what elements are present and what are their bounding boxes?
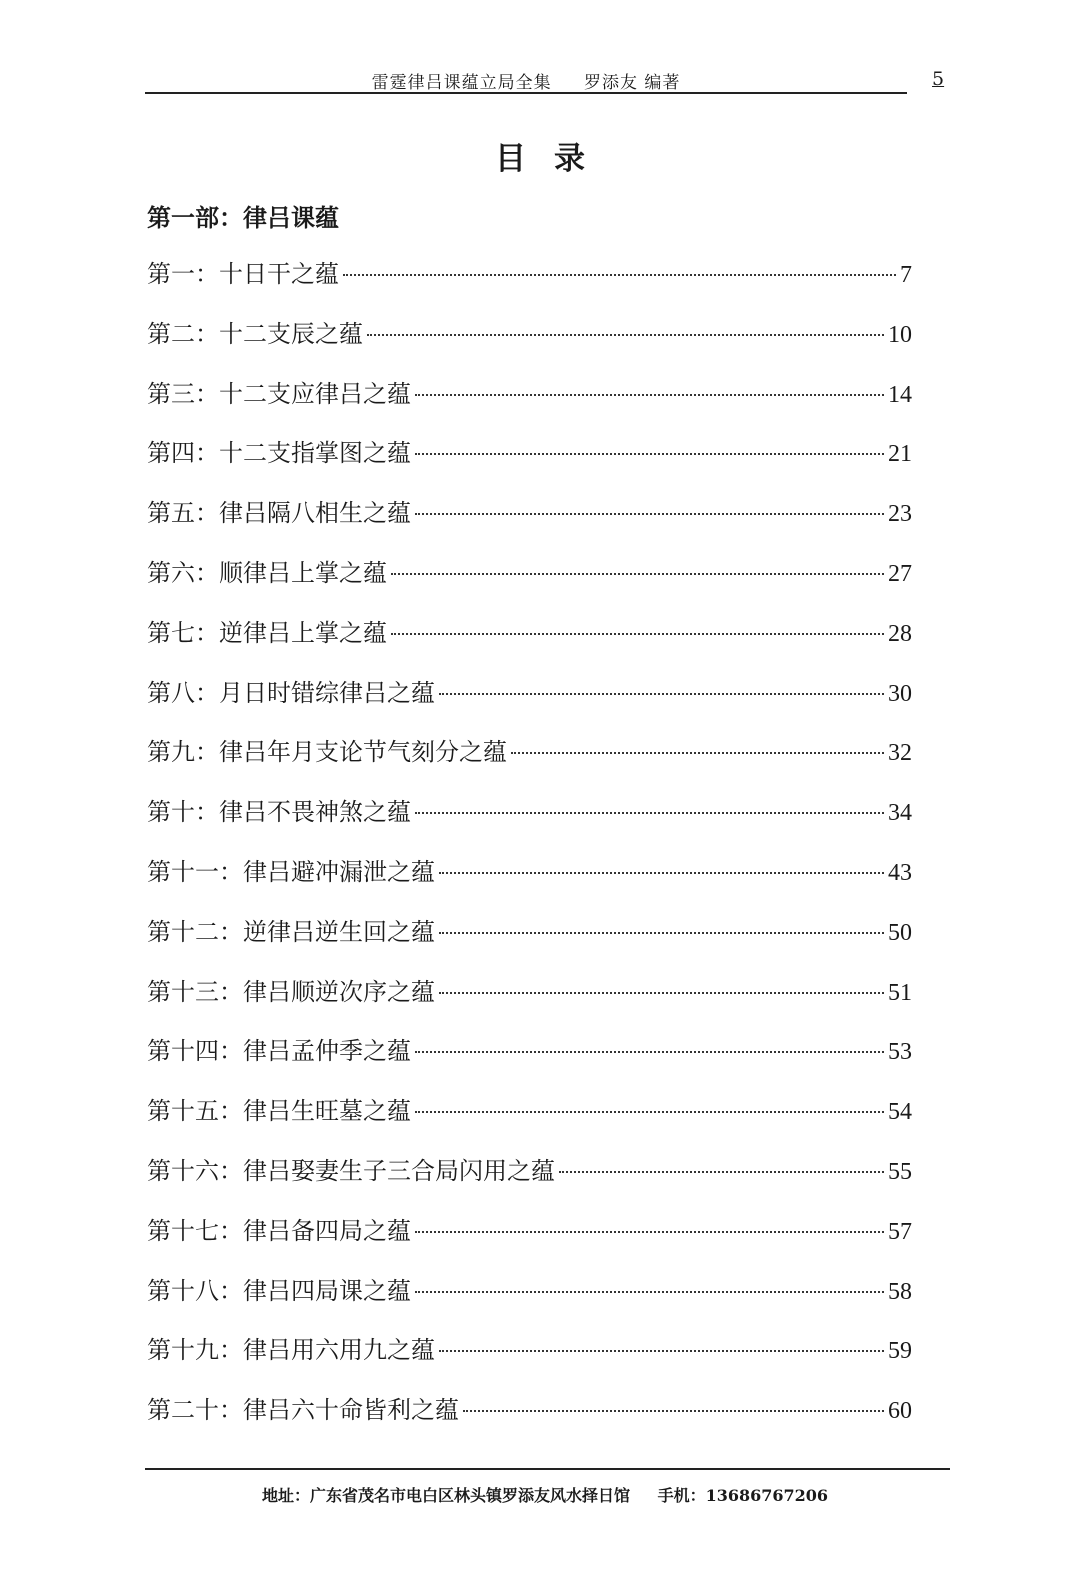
entry-number: 第九： bbox=[147, 738, 219, 767]
toc-entry[interactable] bbox=[147, 1211, 912, 1271]
dot-leader bbox=[439, 693, 884, 695]
entry-page: 34 bbox=[888, 800, 912, 827]
entry-page: 23 bbox=[888, 501, 912, 528]
entry-title: 律吕四局课之蕴 bbox=[243, 1276, 411, 1305]
dot-leader bbox=[511, 752, 884, 754]
dot-leader bbox=[415, 513, 884, 515]
entry-number: 第五： bbox=[147, 499, 219, 528]
entry-page: 30 bbox=[888, 680, 912, 707]
entry-page: 27 bbox=[888, 560, 912, 587]
part-title: 第一部：律吕课蕴 bbox=[147, 203, 339, 232]
entry-page: 10 bbox=[888, 321, 912, 348]
entry-page: 60 bbox=[888, 1398, 912, 1425]
toc-entry[interactable] bbox=[147, 1091, 912, 1151]
dot-leader bbox=[415, 1051, 884, 1053]
book-title: 雷霆律吕课蕴立局全集 bbox=[371, 73, 552, 93]
dot-leader bbox=[559, 1171, 884, 1173]
entry-number: 第六： bbox=[147, 558, 219, 587]
entry-number: 第三： bbox=[147, 379, 219, 408]
toc-entry[interactable] bbox=[147, 493, 912, 553]
toc-entry[interactable] bbox=[147, 314, 912, 374]
entry-page: 43 bbox=[888, 859, 912, 886]
toc-entry[interactable] bbox=[147, 553, 912, 613]
entry-number: 第一： bbox=[147, 260, 219, 288]
entry-title: 律吕年月支论节气刻分之蕴 bbox=[219, 738, 507, 767]
running-header bbox=[145, 66, 907, 94]
entry-title: 律吕生旺墓之蕴 bbox=[243, 1097, 411, 1126]
entry-number: 第二十： bbox=[147, 1396, 243, 1425]
dot-leader bbox=[439, 1350, 884, 1352]
toc-entry[interactable] bbox=[147, 732, 912, 792]
entry-title: 十二支指掌图之蕴 bbox=[219, 439, 411, 468]
toc-entry[interactable] bbox=[147, 912, 912, 972]
entry-page: 58 bbox=[888, 1278, 912, 1305]
footer-rule bbox=[145, 1468, 950, 1470]
entry-title: 律吕六十命皆利之蕴 bbox=[243, 1396, 459, 1425]
entry-page: 55 bbox=[888, 1158, 912, 1185]
dot-leader bbox=[367, 334, 884, 336]
footer-address: 地址：广东省茂名市电白区林头镇罗添友风水择日馆 bbox=[261, 1486, 630, 1505]
toc-entry[interactable] bbox=[147, 374, 912, 434]
entry-title: 律吕用六用九之蕴 bbox=[243, 1336, 435, 1365]
entry-title: 逆律吕逆生回之蕴 bbox=[243, 917, 435, 946]
toc-entry[interactable] bbox=[147, 792, 912, 852]
dot-leader bbox=[391, 633, 884, 635]
dot-leader bbox=[415, 1291, 884, 1293]
entry-title: 顺律吕上掌之蕴 bbox=[219, 558, 387, 587]
entry-page: 50 bbox=[888, 919, 912, 946]
entry-page: 32 bbox=[888, 740, 912, 767]
entry-title: 律吕避冲漏泄之蕴 bbox=[243, 857, 435, 886]
dot-leader bbox=[439, 992, 884, 994]
entry-page: 53 bbox=[888, 1039, 912, 1066]
entry-title: 十二支辰之蕴 bbox=[219, 319, 363, 348]
entry-title: 律吕娶妻生子三合局闪用之蕴 bbox=[243, 1156, 555, 1185]
toc-entry[interactable] bbox=[147, 972, 912, 1032]
entry-title: 律吕备四局之蕴 bbox=[243, 1216, 411, 1245]
dot-leader bbox=[439, 932, 884, 934]
toc-entry[interactable] bbox=[147, 254, 912, 314]
dot-leader bbox=[415, 1111, 884, 1113]
toc-entry[interactable] bbox=[147, 433, 912, 493]
entry-page: 21 bbox=[888, 441, 912, 468]
page-number: 5 bbox=[932, 68, 945, 90]
footer bbox=[0, 1483, 1080, 1506]
entry-number: 第十一： bbox=[147, 857, 243, 886]
entry-page: 7 bbox=[900, 262, 912, 288]
entry-number: 第十八： bbox=[147, 1276, 243, 1305]
toc-entry[interactable] bbox=[147, 852, 912, 912]
entry-title: 律吕隔八相生之蕴 bbox=[219, 499, 411, 528]
toc-title: 目录 bbox=[495, 141, 613, 177]
entry-number: 第八： bbox=[147, 678, 219, 707]
dot-leader bbox=[343, 274, 896, 276]
entry-title: 逆律吕上掌之蕴 bbox=[219, 618, 387, 647]
dot-leader bbox=[391, 573, 884, 575]
footer-phone: 手机：13686767206 bbox=[657, 1486, 829, 1505]
dot-leader bbox=[415, 394, 884, 396]
entry-number: 第十五： bbox=[147, 1097, 243, 1126]
dot-leader bbox=[415, 1231, 884, 1233]
toc-entry[interactable] bbox=[147, 613, 912, 673]
toc-entry[interactable] bbox=[147, 1271, 912, 1331]
entry-title: 律吕不畏神煞之蕴 bbox=[219, 798, 411, 827]
entry-number: 第十四： bbox=[147, 1037, 243, 1066]
entry-number: 第七： bbox=[147, 618, 219, 647]
dot-leader bbox=[415, 812, 884, 814]
toc-list bbox=[147, 254, 912, 1450]
entry-page: 51 bbox=[888, 979, 912, 1006]
entry-page: 54 bbox=[888, 1099, 912, 1126]
entry-number: 第十二： bbox=[147, 917, 243, 946]
dot-leader bbox=[415, 453, 884, 455]
entry-number: 第二： bbox=[147, 319, 219, 348]
header-title bbox=[145, 68, 907, 93]
entry-page: 28 bbox=[888, 620, 912, 647]
entry-number: 第十六： bbox=[147, 1156, 243, 1185]
toc-entry[interactable] bbox=[147, 673, 912, 733]
entry-page: 57 bbox=[888, 1218, 912, 1245]
entry-number: 第十九： bbox=[147, 1336, 243, 1365]
toc-entry[interactable] bbox=[147, 1330, 912, 1390]
entry-title: 月日时错综律吕之蕴 bbox=[219, 678, 435, 707]
entry-page: 14 bbox=[888, 381, 912, 408]
entry-title: 律吕孟仲季之蕴 bbox=[243, 1037, 411, 1066]
entry-title: 律吕顺逆次序之蕴 bbox=[243, 977, 435, 1006]
entry-number: 第四： bbox=[147, 439, 219, 468]
entry-page: 59 bbox=[888, 1338, 912, 1365]
dot-leader bbox=[463, 1410, 884, 1412]
entry-number: 第十三： bbox=[147, 977, 243, 1006]
entry-title: 十二支应律吕之蕴 bbox=[219, 379, 411, 408]
dot-leader bbox=[439, 872, 884, 874]
author-credit: 罗添友 编著 bbox=[584, 73, 681, 93]
toc-entry[interactable] bbox=[147, 1151, 912, 1211]
toc-entry[interactable] bbox=[147, 1390, 912, 1450]
entry-number: 第十： bbox=[147, 798, 219, 827]
entry-title: 十日干之蕴 bbox=[219, 260, 339, 288]
toc-entry[interactable] bbox=[147, 1031, 912, 1091]
entry-number: 第十七： bbox=[147, 1216, 243, 1245]
